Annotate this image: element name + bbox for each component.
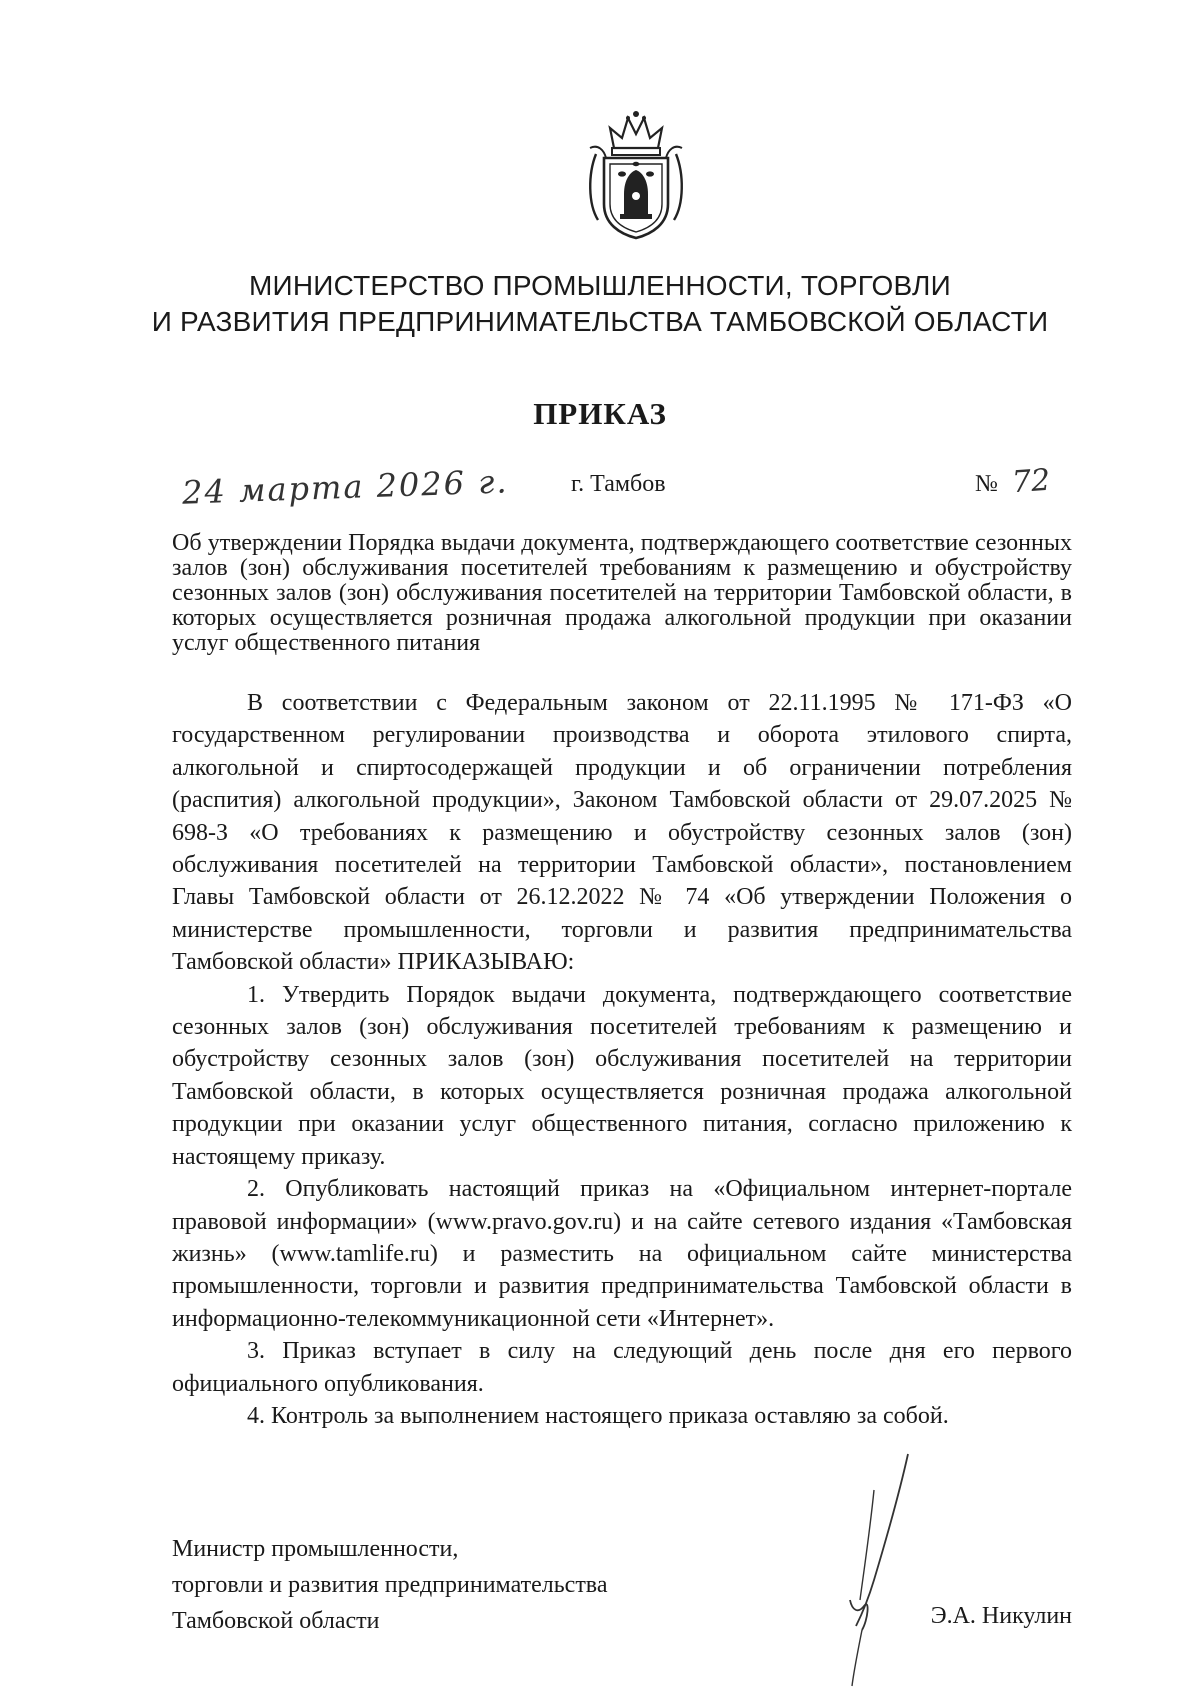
ministry-name-line2: И РАЗВИТИЯ ПРЕДПРИНИМАТЕЛЬСТВА ТАМБОВСКОЙ ОБЛАСТИ <box>151 306 1049 337</box>
signer-position-line2: торговли и развития предпринимательства <box>172 1572 608 1598</box>
document-body <box>172 687 1072 1432</box>
ministry-name-line1: МИНИСТЕРСТВО ПРОМЫШЛЕННОСТИ, ТОРГОВЛИ <box>249 270 951 301</box>
order-item-2: 2. Опубликовать настоящий приказ на «Официальном интернет-портале правовой информации» (www.pravo.gov.ru) и на сайте сетевого издания «Тамбовская жизнь» (www.tamlife.ru) и разместить на официальном сайте министерства промышленности, торговли и развития предпринимательства Тамбовской области в информационно-телекоммуникационной сети «Интернет». <box>172 1176 1072 1332</box>
city-label: г. Тамбов <box>571 471 666 497</box>
document-type-heading: ПРИКАЗ <box>533 396 667 431</box>
order-item-1: 1. Утвердить Порядок выдачи документа, подтверждающего соответствие сезонных залов (зон) обслуживания посетителей требованиям к размещению и обустройству сезонных залов (зон) обслуживания посетителей на территории Тамбовской области, в которых осуществляется розничная продажа алкогольной продукции при оказании услуг общественного питания, согласно приложению к настоящему приказу. <box>172 981 1072 1170</box>
handwritten-number: 72 <box>1010 462 1052 501</box>
order-item-3: 3. Приказ вступает в силу на следующий день после дня его первого официального опубликования. <box>172 1338 1072 1397</box>
coat-of-arms-icon <box>584 104 688 244</box>
number-sign: № <box>975 471 998 497</box>
handwritten-date: 24 марта 2026 г. <box>181 462 510 512</box>
signer-position <box>172 1531 732 1639</box>
ministry-name <box>150 268 1050 340</box>
signer-position-line1: Министр промышленности, <box>172 1536 459 1562</box>
signer-position-line3: Тамбовской области <box>172 1608 380 1634</box>
order-item-4: 4. Контроль за выполнением настоящего приказа оставляю за собой. <box>247 1402 949 1429</box>
document-title: Об утверждении Порядка выдачи документа, подтверждающего соответствие сезонных залов (зон) обслуживания посетителей требованиям к размещению и обустройству сезонных залов (зон) обслуживания посетителей на территории Тамбовской области, в которых осуществляется розничная продажа алкогольной продукции при оказании услуг общественного питания <box>172 530 1072 656</box>
signer-name: Э.А. Никулин <box>930 1603 1072 1629</box>
handwritten-signature-icon <box>790 1450 940 1690</box>
preamble-paragraph: В соответствии с Федеральным законом от 22.11.1995 № 171-ФЗ «О государственном регулировании производства и оборота этилового спирта, алкогольной и спиртосодержащей продукции и об ограничении потребления (распития) алкогольной продукции», Законом Тамбовской области от 29.07.2025 № 698-З «О требованиях к размещению и обустройству сезонных залов (зон) обслуживания посетителей на территории Тамбовской области», постановлением Главы Тамбовской области от 26.12.2022 № 74 «Об утверждении Положения о министерстве промышленности, торговли и развития предпринимательства Тамбовской области» ПРИКАЗЫВАЮ: <box>172 690 1072 976</box>
